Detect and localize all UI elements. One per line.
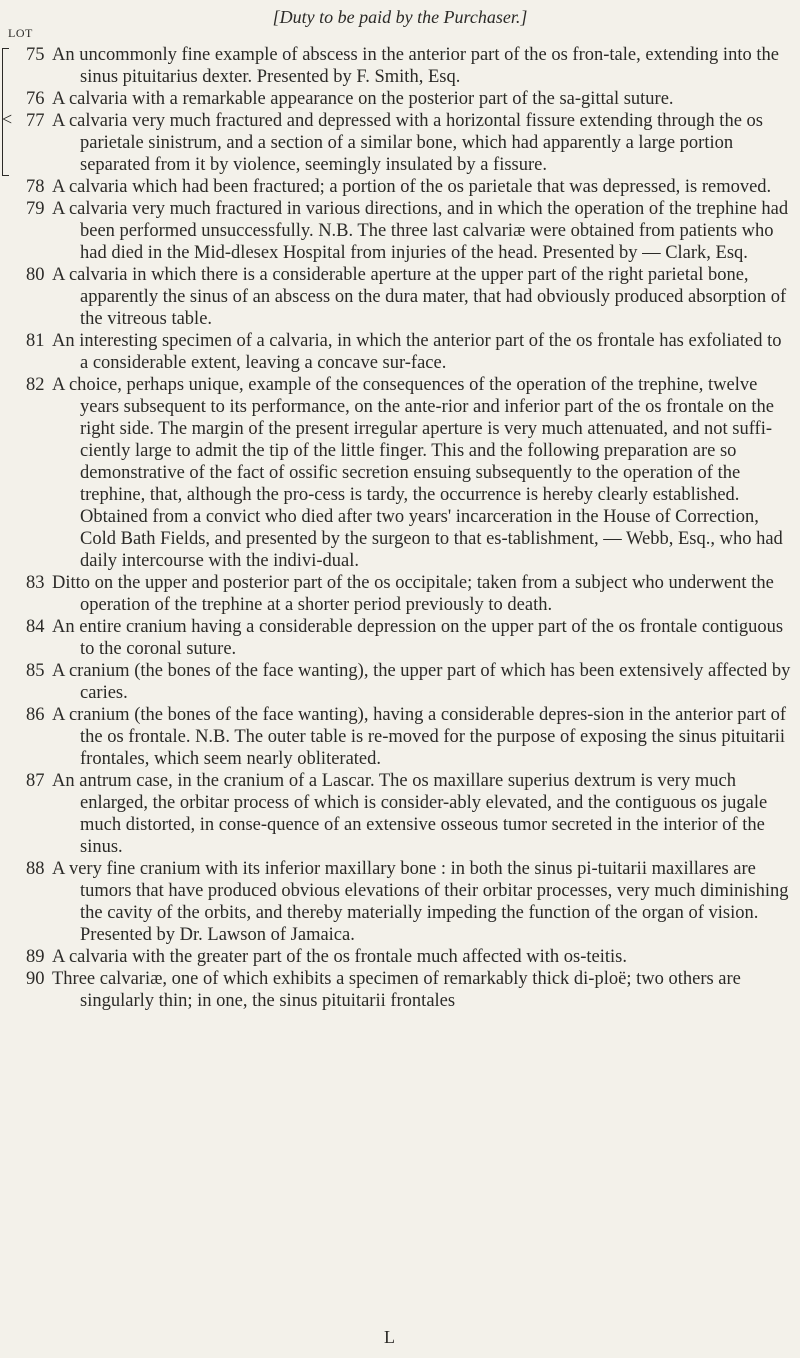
lot-list bbox=[8, 44, 794, 1012]
lot-entry bbox=[8, 264, 794, 330]
lot-number: 78 bbox=[26, 177, 45, 197]
lot-column-label: LOT bbox=[8, 26, 33, 40]
lot-description: A cranium (the bones of the face wanting), the upper part of which has been extensively affected by caries. bbox=[52, 661, 791, 703]
lot-entry bbox=[8, 110, 794, 176]
lot-entry bbox=[8, 770, 794, 858]
lot-description: An entire cranium having a considerable depression on the upper part of the os frontale contiguous to the coronal suture. bbox=[52, 617, 784, 659]
lot-description: An interesting specimen of a calvaria, in which the anterior part of the os frontale has exfoliated to a considerable extent, leaving a concave sur-face. bbox=[52, 331, 782, 373]
lot-number: 85 bbox=[26, 661, 45, 681]
lot-number: 76 bbox=[26, 89, 45, 109]
lot-description: A very fine cranium with its inferior maxillary bone : in both the sinus pi-tuitarii maxillares are tumors that have produced obvious elevations of their orbitar processes, very much diminishing the cavity of the orbits, and thereby materially impeding the function of the organ of vision. Presented by Dr. Lawson of Jamaica. bbox=[52, 859, 789, 945]
lot-entry bbox=[8, 858, 794, 946]
lot-description: A calvaria very much fractured in various directions, and in which the operation of the trephine had been performed unsuccessfully. N.B. The three last calvariæ were obtained from patients who had died in the Mid-dlesex Hospital from injuries of the head. Presented by — Clark, Esq. bbox=[52, 199, 789, 263]
lot-number: 83 bbox=[26, 573, 45, 593]
lot-entry bbox=[8, 44, 794, 88]
lot-entry bbox=[8, 198, 794, 264]
lot-number: 80 bbox=[26, 265, 45, 285]
lot-description: A calvaria with a remarkable appearance on the posterior part of the sa-gittal suture. bbox=[52, 89, 674, 109]
lot-number: 88 bbox=[26, 859, 45, 879]
lot-entry bbox=[8, 704, 794, 770]
signature-mark: L bbox=[384, 1327, 395, 1347]
lot-entry bbox=[8, 572, 794, 616]
lot-number: 90 bbox=[26, 969, 45, 989]
lot-entry bbox=[8, 374, 794, 572]
lot-group-brace-icon: < bbox=[2, 109, 13, 129]
lot-number: 77 bbox=[26, 111, 45, 131]
lot-number: 89 bbox=[26, 947, 45, 967]
lot-description: An antrum case, in the cranium of a Lascar. The os maxillare superius dextrum is very much enlarged, the orbitar process of which is consider-ably elevated, and the contiguous os jugale much distorted, in conse-quence of an extensive osseous tumor secreted in the interior of the sinus. bbox=[52, 771, 768, 857]
lot-entry bbox=[8, 946, 794, 968]
lot-entry bbox=[8, 660, 794, 704]
lot-description: A calvaria which had been fractured; a portion of the os parietale that was depressed, is removed. bbox=[52, 177, 772, 197]
lot-number: 84 bbox=[26, 617, 45, 637]
lot-number: 87 bbox=[26, 771, 45, 791]
lot-description: A calvaria with the greater part of the os frontale much affected with os-teitis. bbox=[52, 947, 627, 967]
lot-number: 81 bbox=[26, 331, 45, 351]
lot-entry bbox=[8, 616, 794, 660]
lot-entry bbox=[8, 968, 794, 1012]
lot-description: A choice, perhaps unique, example of the consequences of the operation of the trephine, twelve years subsequent to its performance, on the ante-rior and inferior part of the os frontale on the right side. The margin of the present irregular aperture is very much attenuated, and not suffi-ciently large to admit the tip of the little finger. This and the following preparation are so demonstrative of the fact of ossific secretion ensuing subsequently to the operation of the trephine, that, although the pro-cess is tardy, the occurrence is hereby clearly established. Obtained from a convict who died after two years' incarceration in the House of Correction, Cold Bath Fields, and presented by the surgeon to that es-tablishment, — Webb, Esq., who had daily intercourse with the indivi-dual. bbox=[52, 375, 783, 571]
lot-description: A calvaria very much fractured and depressed with a horizontal fissure extending through the os parietale sinistrum, and a section of a similar bone, which had apparently a large portion separated from it by violence, seemingly insulated by a fissure. bbox=[52, 111, 763, 175]
lot-entry bbox=[8, 88, 794, 110]
lot-number: 75 bbox=[26, 45, 45, 65]
lot-description: A cranium (the bones of the face wanting), having a considerable depres-sion in the anterior part of the os frontale. N.B. The outer table is re-moved for the purpose of exposing the sinus pituitarii frontales, which seem nearly obliterated. bbox=[52, 705, 787, 769]
lot-number: 82 bbox=[26, 375, 45, 395]
lot-entry bbox=[8, 176, 794, 198]
lot-description: An uncommonly fine example of abscess in the anterior part of the os fron-tale, extending into the sinus pituitarius dexter. Presented by F. Smith, Esq. bbox=[52, 45, 779, 87]
lot-description: Three calvariæ, one of which exhibits a specimen of remarkably thick di-ploë; two others are singularly thin; in one, the sinus pituitarii frontales bbox=[52, 969, 741, 1011]
lot-entry bbox=[8, 330, 794, 374]
lot-description: Ditto on the upper and posterior part of the os occipitale; taken from a subject who underwent the operation of the trephine at a shorter period previously to death. bbox=[52, 573, 774, 615]
lot-number: 86 bbox=[26, 705, 45, 725]
page-header: [Duty to be paid by the Purchaser.] bbox=[272, 7, 528, 27]
lot-description: A calvaria in which there is a considerable aperture at the upper part of the right parietal bone, apparently the sinus of an abscess on the dura mater, that had obviously produced absorption of the vitreous table. bbox=[52, 265, 787, 329]
lot-number: 79 bbox=[26, 199, 45, 219]
